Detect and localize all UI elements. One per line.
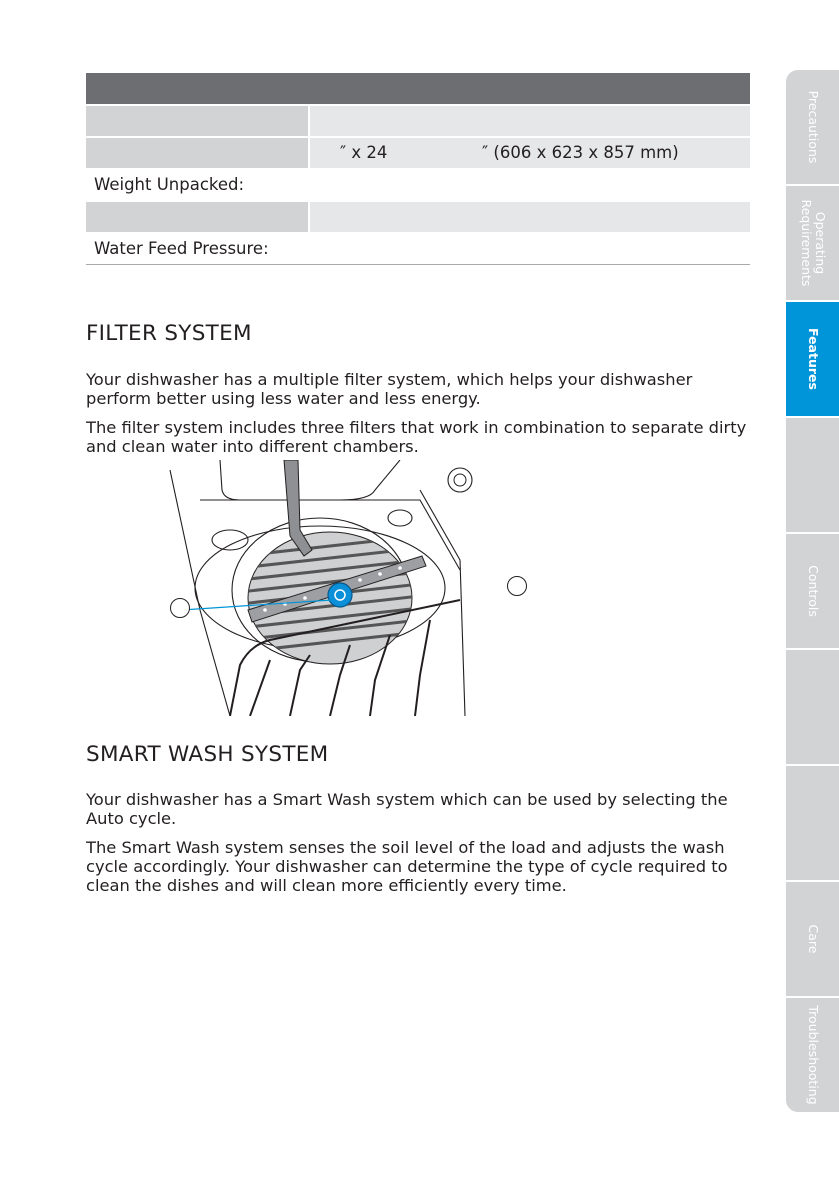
dimension-depth-height: ″ (606 x 623 x 857 mm) <box>482 143 679 162</box>
table-row <box>86 234 750 265</box>
tab-operating-requirements[interactable] <box>786 186 839 300</box>
row-label <box>86 138 308 168</box>
table-row <box>86 202 750 232</box>
row-label <box>86 202 308 232</box>
smart-wash-paragraph-1: Your dishwasher has a Smart Wash system which can be used by selecting the Auto cycle. <box>86 790 728 828</box>
tab-label: Troubleshooting <box>805 1005 821 1105</box>
tab-blank-1[interactable] <box>786 418 839 532</box>
tab-troubleshooting[interactable] <box>786 998 839 1112</box>
smart-wash-paragraph-2: The Smart Wash system senses the soil level of the load and adjusts the wash cycle accordingly. Your dishwasher can determine the type of cycle required to clean the dishes and will clean more efficiently every time. <box>86 838 728 895</box>
tab-label: Features <box>805 328 821 390</box>
table-header <box>86 73 750 104</box>
dishwasher-tub-drawing <box>160 460 480 716</box>
filter-system-paragraph-2: The filter system includes three filters that work in combination to separate dirty and clean water into different chambers. <box>86 418 747 456</box>
section-tabs <box>786 70 839 1114</box>
tab-blank-2[interactable] <box>786 650 839 764</box>
row-value <box>308 234 750 264</box>
tab-care[interactable] <box>786 882 839 996</box>
filter-system-heading: FILTER SYSTEM <box>86 321 252 346</box>
filter-system-paragraph-1: Your dishwasher has a multiple filter system, which helps your dishwasher perform better using less water and less energy. <box>86 370 693 408</box>
tab-label: Precautions <box>805 90 821 164</box>
table-row <box>86 170 750 200</box>
row-value <box>308 106 750 136</box>
smart-wash-heading: SMART WASH SYSTEM <box>86 742 329 767</box>
tab-label: Operating Requirements <box>798 199 828 287</box>
tab-precautions[interactable] <box>786 70 839 184</box>
callout-marker-right <box>507 576 527 596</box>
dimension-width: ″ x 24 <box>340 143 388 162</box>
table-row <box>86 106 750 136</box>
row-value <box>308 138 750 168</box>
tab-controls[interactable] <box>786 534 839 648</box>
filter-illustration <box>160 460 480 716</box>
row-label: Weight Unpacked: <box>94 175 245 194</box>
tab-blank-3[interactable] <box>786 766 839 880</box>
specifications-table <box>86 73 750 265</box>
tab-label: Care <box>805 924 821 954</box>
row-value <box>308 202 750 232</box>
row-label <box>86 106 308 136</box>
row-label: Water Feed Pressure: <box>94 239 269 258</box>
tab-label: Controls <box>805 565 821 617</box>
tab-features[interactable] <box>786 302 839 416</box>
row-value <box>308 170 750 200</box>
callout-marker-left <box>170 598 190 618</box>
table-row <box>86 138 750 168</box>
